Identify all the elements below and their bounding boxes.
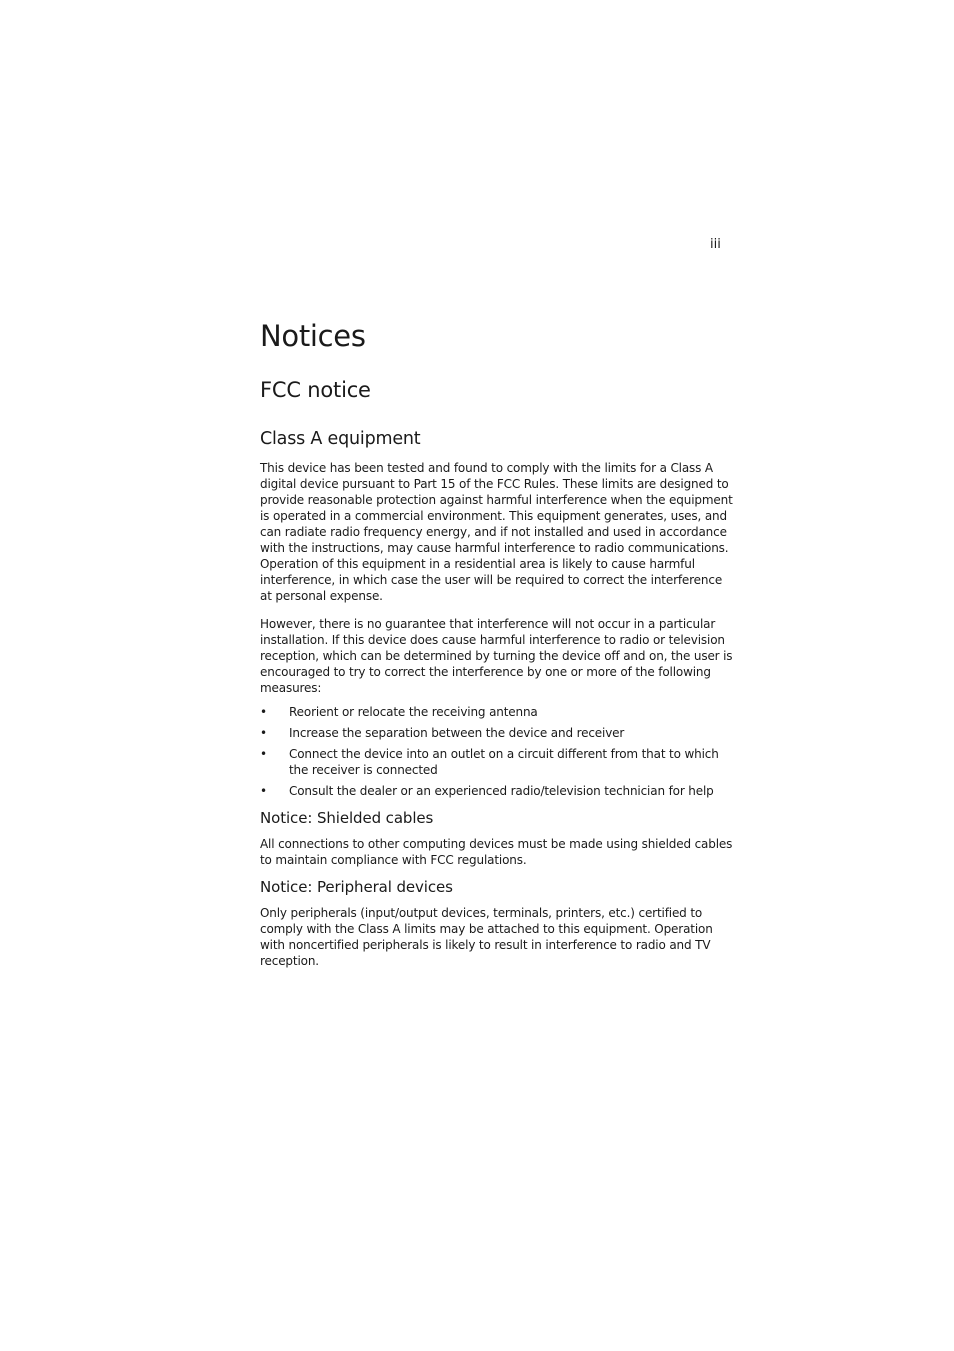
list-item-text: Connect the device into an outlet on a circuit different from that to which the receiver is connected <box>289 747 719 777</box>
list-item <box>260 746 736 778</box>
list-item-text: Consult the dealer or an experienced radio/television technician for help <box>289 784 714 798</box>
subsection-heading: Class A equipment <box>260 429 421 449</box>
bullet-icon: • <box>260 705 267 719</box>
list-item-text: Increase the separation between the device and receiver <box>289 726 625 740</box>
peripheral-devices-text: Only peripherals (input/output devices, terminals, printers, etc.) certified to comply with the Class A limits may be attached to this equipment. Operation with noncertified peripherals is likely to result in interference to radio and TV reception. <box>260 906 713 968</box>
list-item <box>260 725 736 741</box>
document-body <box>260 316 736 969</box>
bullet-icon: • <box>260 747 267 761</box>
shielded-cables-text: All connections to other computing devices must be made using shielded cables to maintain compliance with FCC regulations. <box>260 837 733 867</box>
section-heading: FCC notice <box>260 378 371 402</box>
paragraph-interference: However, there is no guarantee that interference will not occur in a particular installation. If this device does cause harmful interference to radio or television reception, which can be determined by turning the device off and on, the user is encouraged to try to correct the interference by one or more of the following measures: <box>260 617 733 695</box>
shielded-cables-heading: Notice: Shielded cables <box>260 809 434 827</box>
list-item <box>260 783 736 799</box>
list-item <box>260 704 736 720</box>
page-title: Notices <box>260 319 366 353</box>
peripheral-devices-heading: Notice: Peripheral devices <box>260 878 453 896</box>
bullet-icon: • <box>260 726 267 740</box>
paragraph-compliance: This device has been tested and found to comply with the limits for a Class A digital device pursuant to Part 15 of the FCC Rules. These limits are designed to provide reasonable protection against harmful interference when the equipment is operated in a commercial environment. This equipment generates, uses, and can radiate radio frequency energy, and if not installed and used in accordance with the instructions, may cause harmful interference to radio communications. Operation of this equipment in a residential area is likely to cause harmful interference, in which case the user will be required to correct the interference at personal expense. <box>260 461 733 603</box>
measures-list <box>260 704 736 799</box>
list-item-text: Reorient or relocate the receiving antenna <box>289 705 538 719</box>
page-number: iii <box>710 237 721 252</box>
bullet-icon: • <box>260 784 267 798</box>
